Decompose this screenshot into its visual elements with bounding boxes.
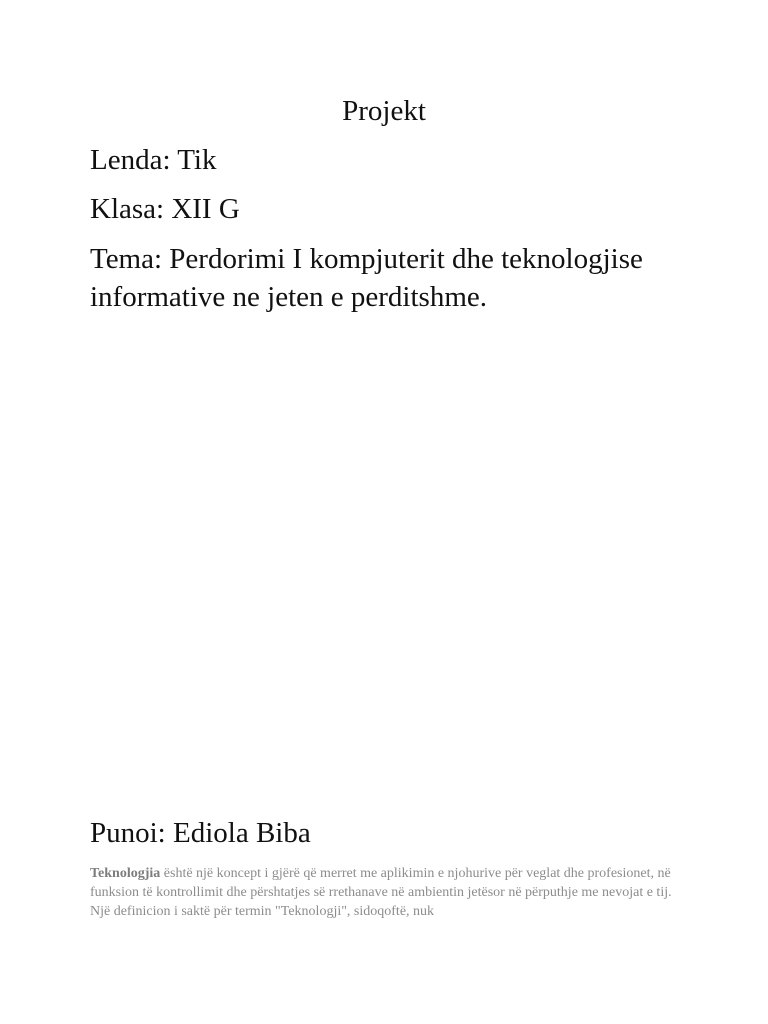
excerpt-text: është një koncept i gjërë që merret me aplikimin e njohurive për veglat dhe profesionet, në funksion të kontrollimit dhe përshtatjes së rrethanave në ambientin jetësor në përputhje me nevojat e tij. Një definicion i saktë për termin "Teknologji", sidoqoftë, nuk <box>90 866 672 919</box>
excerpt-paragraph <box>90 864 690 921</box>
author-line: Punoi: Ediola Biba <box>90 817 311 849</box>
topic-line: Tema: Perdorimi I kompjuterit dhe teknologjise informative ne jeten e perditshme. <box>90 243 643 313</box>
subject-line: Lenda: Tik <box>90 144 217 176</box>
document-title: Projekt <box>342 95 426 127</box>
excerpt-term: Teknologjia <box>90 866 161 881</box>
class-line: Klasa: XII G <box>90 193 240 225</box>
